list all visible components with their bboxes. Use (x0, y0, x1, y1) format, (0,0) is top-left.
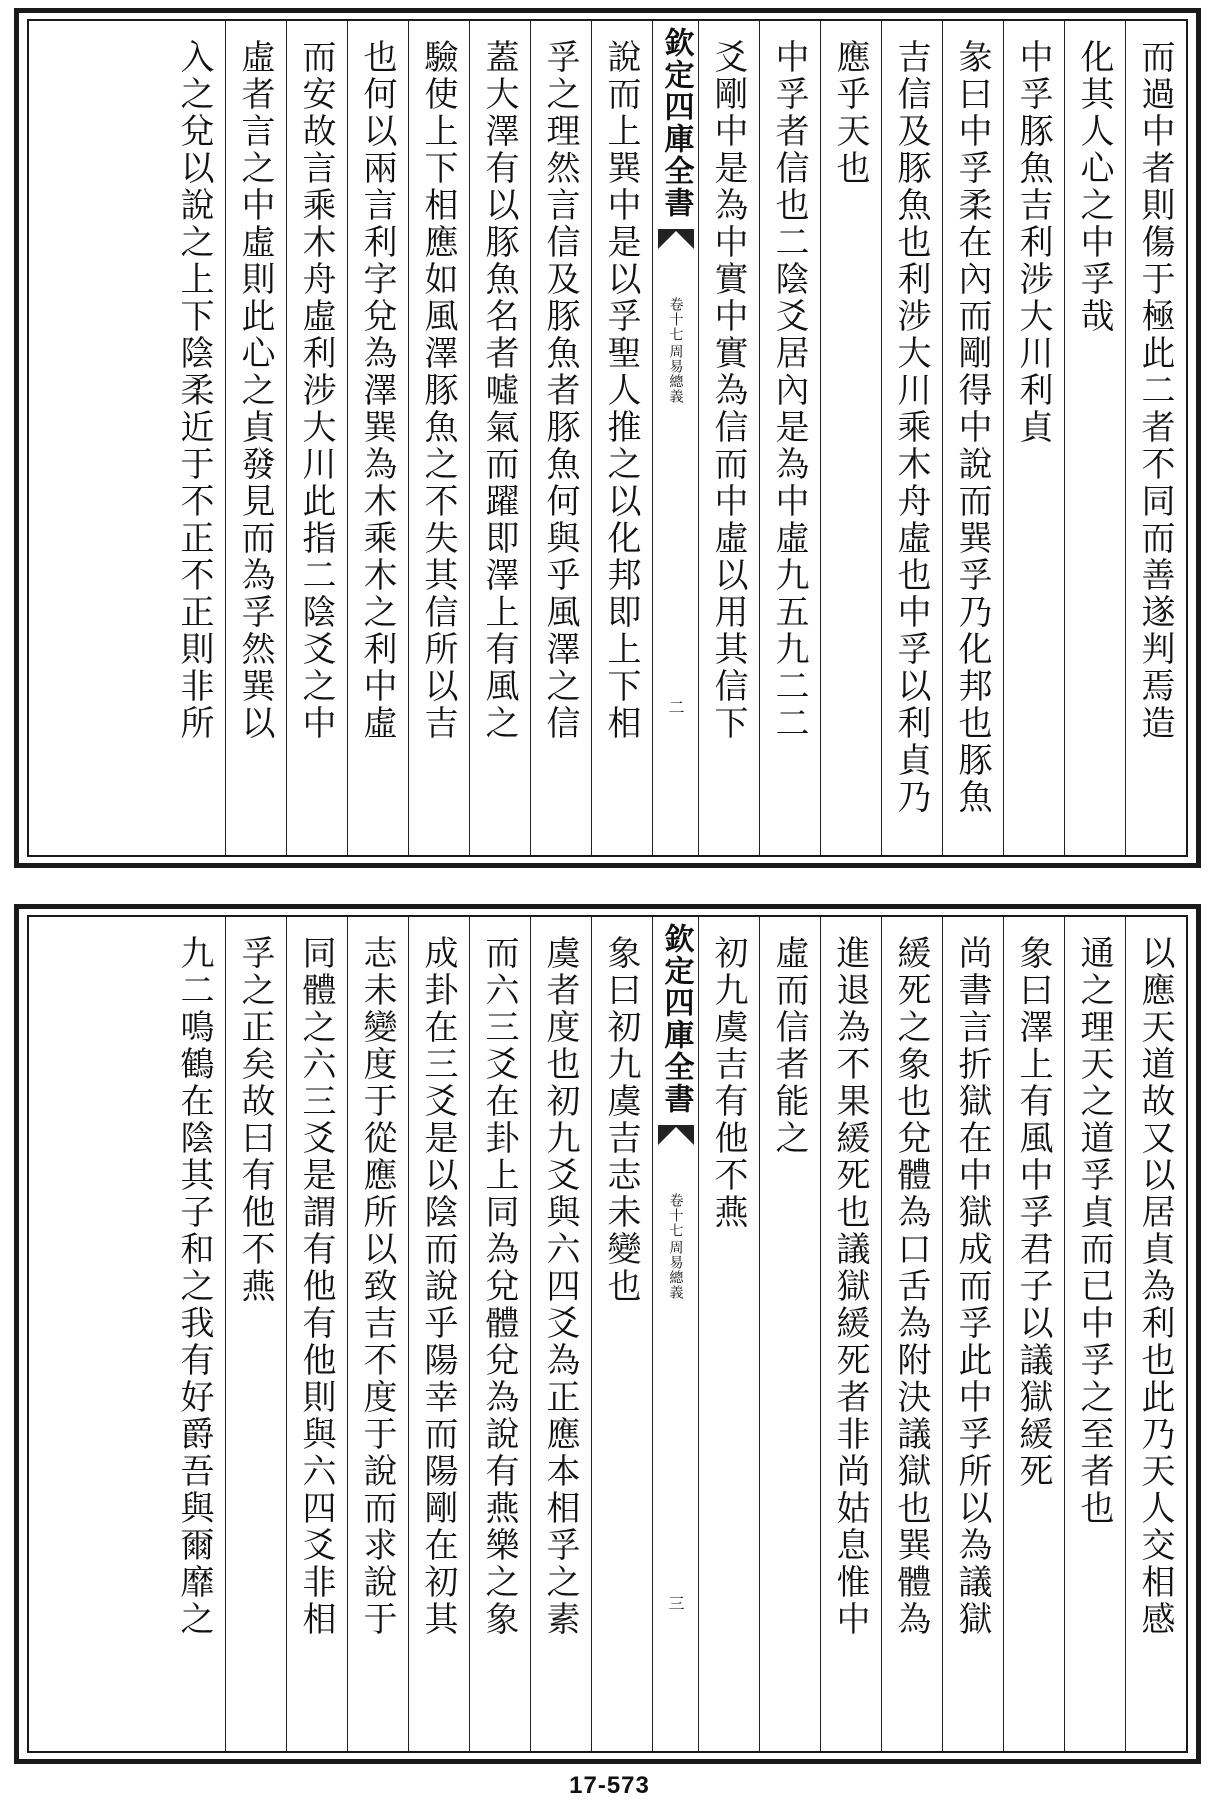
top-page-text-frame (27, 19, 1188, 857)
text-column: 也何以兩言利字兌為澤巽為木乘木之利中虛 (347, 21, 408, 855)
text-column: 志未變度于從應所以致吉不度于說而求說于 (347, 917, 408, 1751)
banner-title: 欽定四庫全書 (658, 923, 694, 1115)
banner-book-title: 周易總義 (667, 344, 684, 404)
bottom-page (14, 904, 1201, 1764)
footer-page-number: 17-573 (569, 1772, 650, 1799)
fish-tail-mark-icon (658, 1125, 694, 1163)
text-column: 化其人心之中孚哉 (1064, 21, 1125, 855)
text-column: 彖曰中孚柔在內而剛得中說而巽孚乃化邦也豚魚 (942, 21, 1003, 855)
center-banner (652, 21, 698, 855)
text-column: 成卦在三爻是以陰而說乎陽幸而陽剛在初其 (408, 917, 469, 1751)
text-column: 象曰初九虞吉志未變也 (591, 917, 652, 1751)
bottom-page-text-frame (27, 915, 1188, 1753)
text-column: 尚書言折獄在中獄成而孚此中孚所以為議獄 (942, 917, 1003, 1751)
banner-subtitle (667, 1193, 685, 1300)
text-column: 同體之六三爻是謂有他有他則與六四爻非相 (286, 917, 347, 1751)
text-column: 九二鳴鶴在陰其子和之我有好爵吾與爾靡之 (174, 935, 214, 1638)
text-column: 初九虞吉有他不燕 (698, 917, 759, 1751)
text-column: 孚之理然言信及豚魚者豚魚何與乎風澤之信 (530, 21, 591, 855)
text-column: 爻剛中是為中實中實為信而中虛以用其信下 (698, 21, 759, 855)
text-column: 以應天道故又以居貞為利也此乃天人交相感 (1125, 917, 1186, 1751)
text-column: 而六三爻在卦上同為兌體兌為說有燕樂之象 (469, 917, 530, 1751)
text-column: 蓋大澤有以豚魚名者噓氣而躍即澤上有風之 (469, 21, 530, 855)
text-column: 中孚者信也二陰爻居內是為中虛九五九二二 (759, 21, 820, 855)
fish-tail-mark-icon (658, 229, 694, 267)
banner-page-number: 二 (666, 699, 685, 715)
text-column: 象曰澤上有風中孚君子以議獄緩死 (1003, 917, 1064, 1751)
banner-subtitle (667, 297, 685, 404)
text-column: 孚之正矣故曰有他不燕 (225, 917, 286, 1751)
text-column: 緩死之象也兌體為口舌為附決議獄也巽體為 (881, 917, 942, 1751)
text-column: 驗使上下相應如風澤豚魚之不失其信所以吉 (408, 21, 469, 855)
text-column: 應乎天也 (820, 21, 881, 855)
text-column: 說而上巽中是以孚聖人推之以化邦即上下相 (591, 21, 652, 855)
text-column: 而過中者則傷于極此二者不同而善遂判焉造 (1125, 21, 1186, 855)
text-column: 虛者言之中虛則此心之貞發見而為孚然巽以 (225, 21, 286, 855)
text-column: 虛而信者能之 (759, 917, 820, 1751)
text-column: 入之兌以說之上下陰柔近于不正不正則非所 (174, 39, 214, 742)
text-column: 中孚豚魚吉利涉大川利貞 (1003, 21, 1064, 855)
text-column: 通之理天之道孚貞而已中孚之至者也 (1064, 917, 1125, 1751)
text-column: 吉信及豚魚也利涉大川乘木舟虛也中孚以利貞乃 (881, 21, 942, 855)
banner-title: 欽定四庫全書 (658, 27, 694, 219)
top-page (14, 8, 1201, 868)
banner-volume: 卷十七 (667, 1193, 684, 1238)
text-column: 進退為不果緩死也議獄緩死者非尚姑息惟中 (820, 917, 881, 1751)
banner-book-title: 周易總義 (667, 1240, 684, 1300)
center-banner (652, 917, 698, 1751)
banner-volume: 卷十七 (667, 297, 684, 342)
text-column: 虞者度也初九爻與六四爻為正應本相孚之素 (530, 917, 591, 1751)
text-column: 而安故言乘木舟虛利涉大川此指二陰爻之中 (286, 21, 347, 855)
banner-page-number: 三 (666, 1595, 685, 1611)
